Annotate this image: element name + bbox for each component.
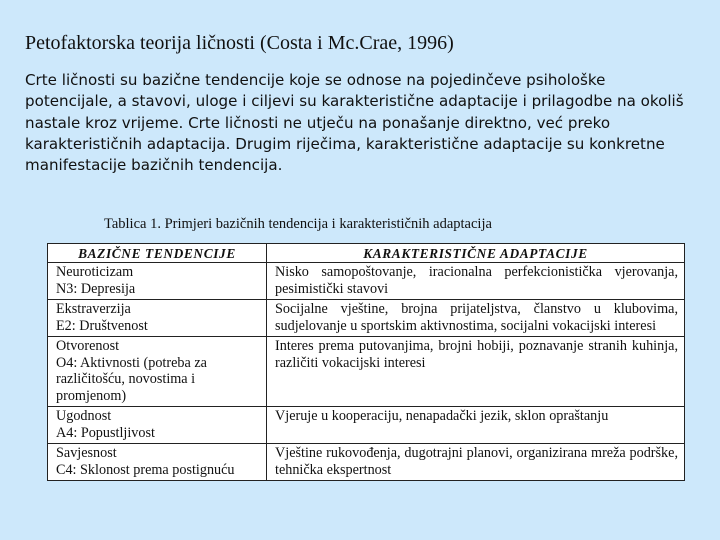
tendency-cell	[48, 407, 267, 444]
tendency-cell	[48, 300, 267, 337]
adaptation-cell: Nisko samopoštovanje, iracionalna perfekcionistička vjerovanja, pesimistički stavovi	[267, 263, 685, 300]
table-caption: Tablica 1. Primjeri bazičnih tendencija i karakterističnih adaptacija	[104, 216, 492, 232]
tendency-facet-cont: promjenom)	[56, 387, 127, 404]
tendency-domain: Savjesnost	[56, 445, 117, 461]
adaptation-cell: Interes prema putovanjima, brojni hobiji, poznavanje stranih kuhinja, različiti vokacijski interesi	[267, 337, 685, 407]
table-header-row	[48, 244, 685, 263]
header-characteristic-adaptations: KARAKTERISTIČNE ADAPTACIJE	[267, 244, 685, 263]
tendency-facet: E2: Društvenost	[56, 317, 148, 334]
table-container	[47, 243, 684, 481]
adaptation-cell: Socijalne vještine, brojna prijateljstva, članstvo u klubovima, sudjelovanje u sportskim aktivnostima, socijalni vokacijski interesi	[267, 300, 685, 337]
tendency-cell	[48, 337, 267, 407]
tendency-facet: A4: Popustljivost	[56, 424, 155, 441]
table-row	[48, 337, 685, 407]
tendency-domain: Neuroticizam	[56, 264, 134, 280]
tendency-facet: O4: Aktivnosti (potreba za	[56, 354, 207, 371]
tendency-domain: Otvorenost	[56, 338, 120, 354]
table-row	[48, 300, 685, 337]
table-row	[48, 444, 685, 481]
tendencies-table	[47, 243, 685, 481]
table-row	[48, 263, 685, 300]
tendency-facet: C4: Sklonost prema postignuću	[56, 461, 235, 478]
tendency-cell	[48, 444, 267, 481]
adaptation-cell: Vještine rukovođenja, dugotrajni planovi, organizirana mreža podrške, tehnička ekspertnost	[267, 444, 685, 481]
adaptation-cell: Vjeruje u kooperaciju, nenapadački jezik, sklon opraštanju	[267, 407, 685, 444]
header-basic-tendencies: BAZIČNE TENDENCIJE	[48, 244, 267, 263]
table-row	[48, 407, 685, 444]
tendency-facet: N3: Depresija	[56, 280, 136, 297]
intro-paragraph: Crte ličnosti su bazične tendencije koje se odnose na pojedinčeve psihološke potencijale, a stavovi, uloge i ciljevi su karakteristične adaptacije i prilagodbe na okoliš nastale kroz vrijeme. Crte ličnosti ne utječu na ponašanje direktno, već preko karakterističnih adaptacija. Drugim riječima, karakteristične adaptacije su konkretne manifestacije bazičnih tendencija.	[25, 71, 684, 175]
tendency-domain: Ugodnost	[56, 408, 112, 424]
tendency-cell	[48, 263, 267, 300]
slide-title: Petofaktorska teorija ličnosti (Costa i Mc.Crae, 1996)	[25, 32, 454, 54]
tendency-domain: Ekstraverzija	[56, 301, 131, 317]
tendency-facet-cont: različitošću, novostima i	[56, 371, 196, 387]
